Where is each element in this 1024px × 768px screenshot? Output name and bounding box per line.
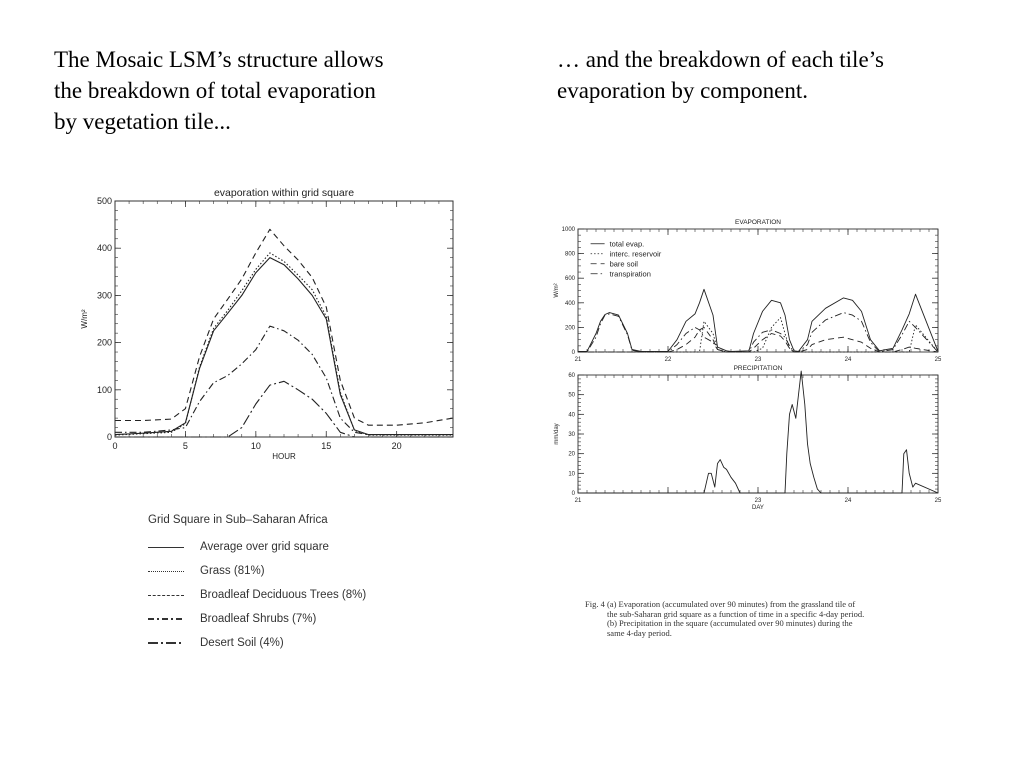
legend-line-solid xyxy=(148,547,184,548)
legend-line-dashdot xyxy=(148,618,184,620)
y-tick-label: 10 xyxy=(568,471,575,478)
caption-line: same 4-day period. xyxy=(607,627,672,638)
chart-legend xyxy=(148,514,366,655)
y-tick-label: 200 xyxy=(564,325,575,332)
chart-title: EVAPORATION xyxy=(735,219,781,226)
x-tick-label: 21 xyxy=(574,498,582,504)
y-tick-label: 100 xyxy=(96,384,112,395)
legend-label: Broadleaf Deciduous Trees (8%) xyxy=(200,589,367,601)
y-tick-label: 20 xyxy=(568,451,575,458)
y-tick-label: 60 xyxy=(568,373,575,379)
left-text-line: by vegetation tile... xyxy=(54,109,231,134)
x-tick-label: 5 xyxy=(182,441,188,451)
x-tick-label: 23 xyxy=(754,357,762,363)
figure-caption xyxy=(585,600,930,638)
y-tick-label: 0 xyxy=(571,491,575,497)
left-text-line: the breakdown of total evaporation xyxy=(54,78,376,103)
right-text-line: evaporation by component. xyxy=(557,78,809,103)
y-tick-label: 0 xyxy=(571,350,575,356)
y-tick-label: 400 xyxy=(96,243,112,254)
chart-title: PRECIPITATION xyxy=(733,365,783,372)
legend-line-dotted xyxy=(148,571,184,572)
x-tick-label: 24 xyxy=(844,498,852,504)
x-tick-label: 25 xyxy=(934,357,942,363)
legend-label: Broadleaf Shrubs (7%) xyxy=(200,613,317,625)
evaporation-grid-chart xyxy=(75,180,455,470)
legend-line-dashed xyxy=(148,595,184,596)
x-tick-label: 15 xyxy=(321,441,332,451)
legend-item xyxy=(148,631,366,655)
y-tick-label: 40 xyxy=(568,412,575,419)
x-tick-label: 25 xyxy=(934,498,942,504)
caption-line: Fig. 4 (a) Evaporation (accumulated over 90 minutes) from the grassland tile of xyxy=(585,599,856,609)
right-text-line: … and the breakdown of each tile’s xyxy=(557,47,884,72)
x-tick-label: 20 xyxy=(391,441,402,451)
legend-label: Desert Soil (4%) xyxy=(200,637,284,649)
series-line-0 xyxy=(115,258,453,435)
x-tick-label: 21 xyxy=(574,357,582,363)
series-line-4 xyxy=(115,381,453,437)
y-tick-label: 30 xyxy=(568,432,575,438)
x-tick-label: 24 xyxy=(844,357,852,363)
caption-line: (b) Precipitation in the square (accumulated over 90 minutes) during the xyxy=(607,618,853,628)
precipitation-chart xyxy=(545,362,945,517)
y-axis-label: W/m² xyxy=(80,309,89,329)
slide-text-right xyxy=(557,44,987,106)
legend-item xyxy=(148,535,366,559)
y-tick-label: 600 xyxy=(564,276,575,283)
series-line-1 xyxy=(115,253,453,435)
x-tick-label: 23 xyxy=(754,498,762,504)
legend-title: Grid Square in Sub–Saharan Africa xyxy=(148,514,328,526)
legend-item xyxy=(148,607,366,631)
y-tick-label: 800 xyxy=(564,251,575,258)
x-axis-label: DAY xyxy=(752,505,764,511)
legend-entry: interc. reservoir xyxy=(609,249,662,259)
y-axis-label: mm/day xyxy=(554,423,560,445)
plot-frame xyxy=(115,201,453,437)
legend-item xyxy=(148,583,366,607)
legend-entry: transpiration xyxy=(609,269,651,279)
legend-item xyxy=(148,559,366,583)
y-axis-label: W/m² xyxy=(554,283,560,298)
y-tick-label: 300 xyxy=(96,290,112,301)
y-tick-label: 50 xyxy=(568,392,575,399)
y-tick-label: 200 xyxy=(96,337,112,348)
chart-title: evaporation within grid square xyxy=(213,187,355,199)
legend-label: Average over grid square xyxy=(200,541,329,553)
series-line-0 xyxy=(578,289,938,351)
x-axis-label: HOUR xyxy=(272,452,296,461)
legend-line-longdashdot xyxy=(148,642,184,644)
series-line-3 xyxy=(115,326,453,435)
evaporation-components-chart xyxy=(545,215,945,365)
plot-frame xyxy=(578,375,938,493)
caption-line: the sub-Saharan grid square as a function of time in a specific 4-day period. xyxy=(607,608,865,619)
series-line-2 xyxy=(115,229,453,425)
x-tick-label: 22 xyxy=(664,357,672,363)
y-tick-label: 500 xyxy=(96,196,112,206)
left-text-line: The Mosaic LSM’s structure allows xyxy=(54,47,384,72)
slide-text-left xyxy=(54,44,484,137)
legend-entry: total evap. xyxy=(609,239,645,249)
x-tick-label: 10 xyxy=(250,441,261,451)
x-tick-label: 0 xyxy=(112,441,118,451)
y-tick-label: 400 xyxy=(564,300,575,307)
series-line-0 xyxy=(578,371,938,493)
legend-entry: bare soil xyxy=(609,259,638,269)
y-tick-label: 0 xyxy=(106,432,112,442)
legend-label: Grass (81%) xyxy=(200,565,265,577)
y-tick-label: 1000 xyxy=(561,227,575,233)
